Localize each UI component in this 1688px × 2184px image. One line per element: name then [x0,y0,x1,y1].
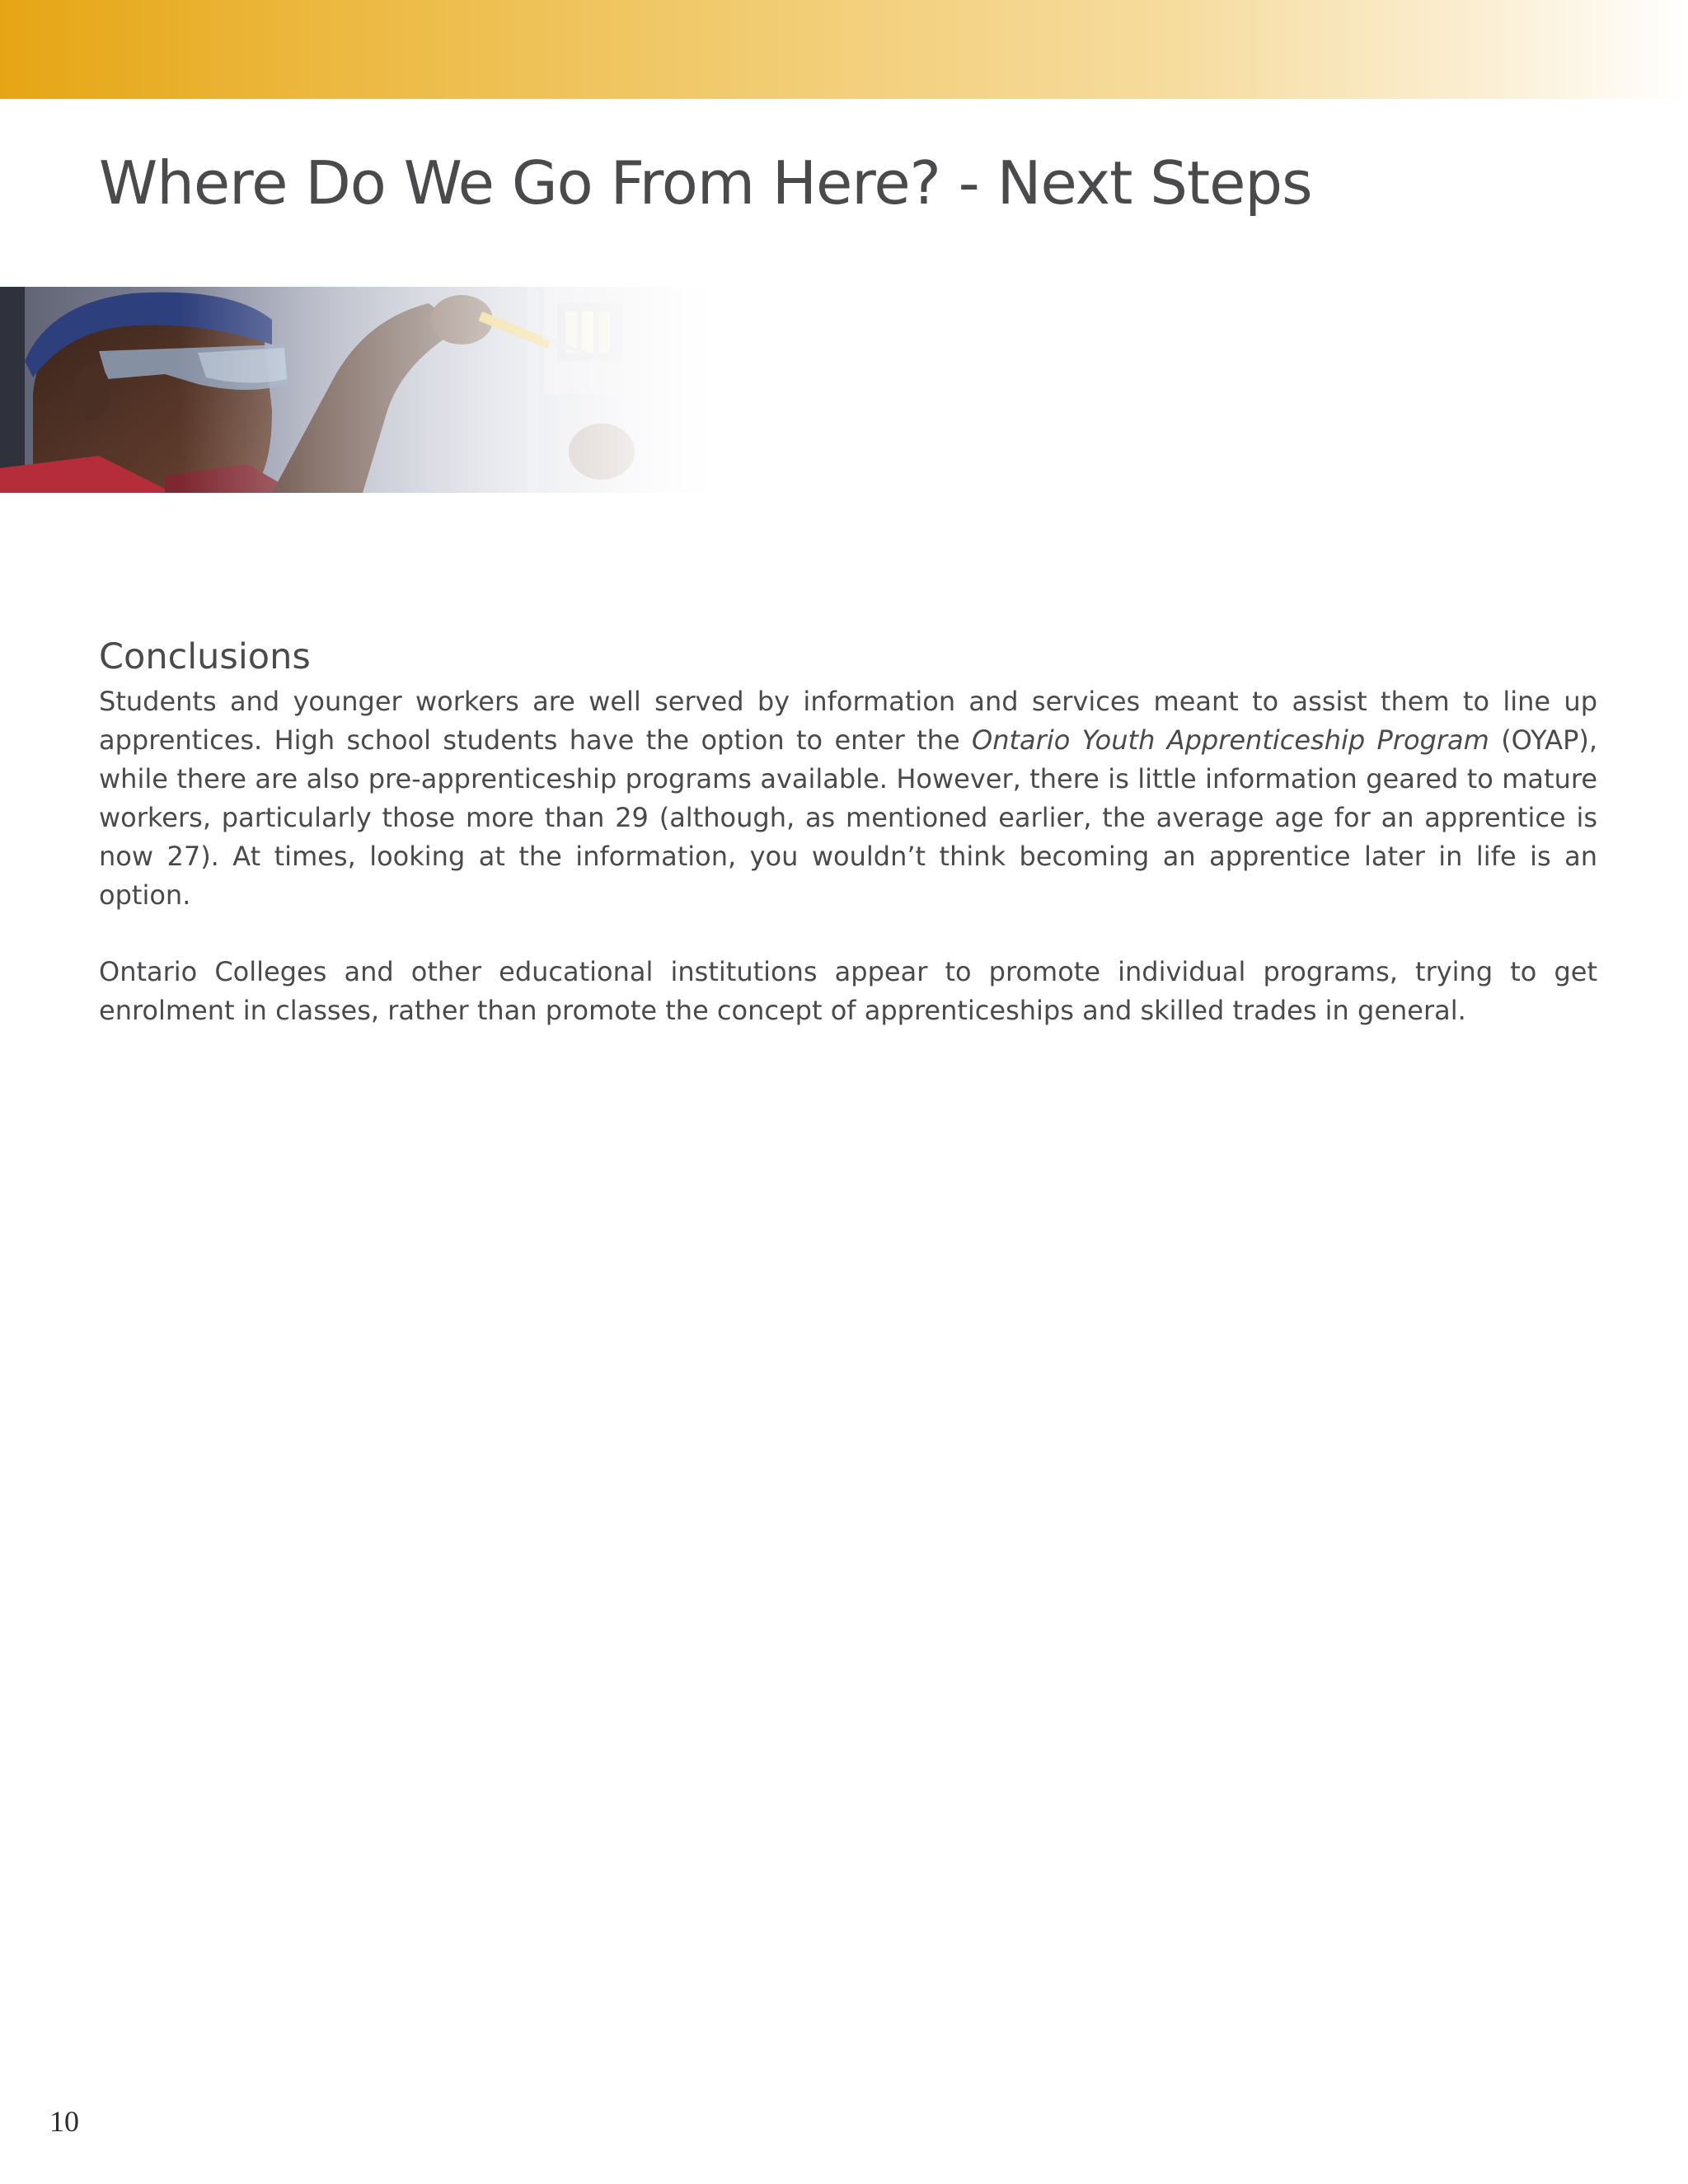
page-title: Where Do We Go From Here? - Next Steps [99,148,1312,218]
program-name: Ontario Youth Apprenticeship Program [972,724,1489,756]
header-band [0,0,1688,99]
worker-photo [0,287,717,493]
section-heading-conclusions: Conclusions [99,636,311,677]
paragraph-1-text-after: (OYAP), while there are also pre-apprenticeship programs available. However, there is little information geared to mature workers, particularly those more than 29 (although, as mentioned earlier, the average age for an apprentice is now 27). At times, looking at the information, you wouldn’t think becoming an apprentice later in life is an option. [99,724,1598,911]
paragraph-1-text-before: Students and younger workers are well served by information and services meant to assist them to line up apprentices. High school students have the option to enter the [99,686,1597,756]
conclusions-paragraph-2: Ontario Colleges and other educational institutions appear to promote individual programs, trying to get enrolment in classes, rather than promote the concept of apprenticeships and skilled trades in general. [99,956,1597,1026]
conclusions-section [99,631,1597,1030]
conclusions-paragraph-1 [99,682,1597,915]
photo-fade-overlay [0,287,717,493]
page-number: 10 [49,2105,79,2138]
